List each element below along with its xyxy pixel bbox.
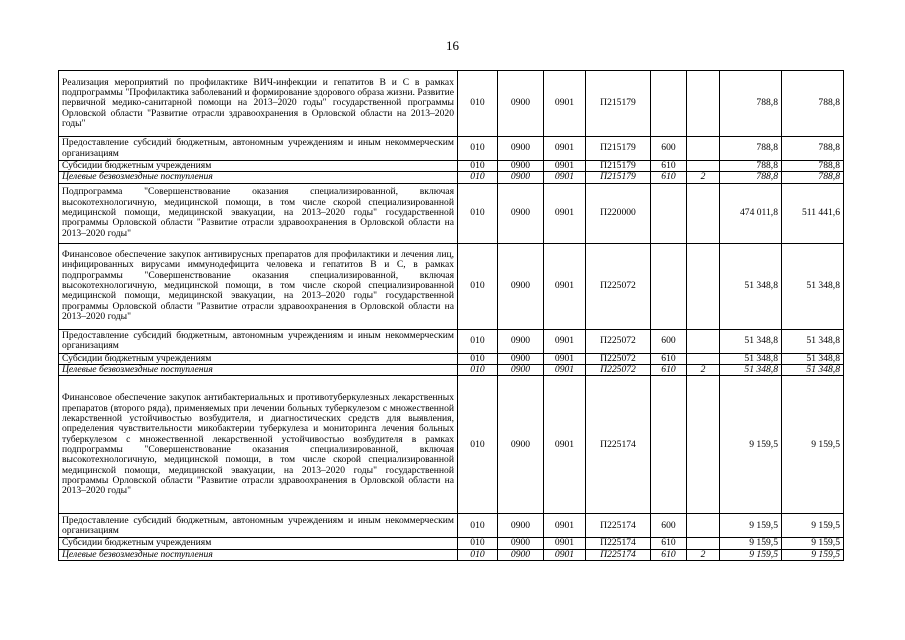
table-row <box>59 137 844 161</box>
cell-subsection-code: 0901 <box>544 172 586 183</box>
cell-amount-1: 9 159,5 <box>720 376 782 514</box>
cell-subsection-code: 0901 <box>544 549 586 560</box>
cell-amount-1: 51 348,8 <box>720 243 782 329</box>
cell-target-code: П225174 <box>586 376 651 514</box>
cell-expense-type: 610 <box>651 353 687 364</box>
cell-source-code <box>687 329 720 353</box>
cell-amount-2: 788,8 <box>782 161 844 172</box>
cell-amount-1: 788,8 <box>720 137 782 161</box>
cell-section-code: 0900 <box>498 538 544 549</box>
table-row <box>59 549 844 560</box>
row-description: Предоставление субсидий бюджетным, автономным учреждениям и иным некоммерческим организациям <box>59 137 458 161</box>
cell-source-code: 2 <box>687 172 720 183</box>
cell-amount-2: 51 348,8 <box>782 329 844 353</box>
cell-target-code: П225072 <box>586 243 651 329</box>
cell-expense-type: 600 <box>651 137 687 161</box>
cell-section-code: 0900 <box>498 161 544 172</box>
cell-amount-2: 51 348,8 <box>782 243 844 329</box>
cell-ministry-code: 010 <box>458 172 498 183</box>
table-row <box>59 183 844 243</box>
cell-source-code <box>687 353 720 364</box>
cell-target-code: П215179 <box>586 71 651 137</box>
cell-target-code: П225072 <box>586 365 651 376</box>
cell-amount-2: 788,8 <box>782 172 844 183</box>
cell-source-code: 2 <box>687 365 720 376</box>
cell-subsection-code: 0901 <box>544 243 586 329</box>
cell-amount-2: 511 441,6 <box>782 183 844 243</box>
cell-expense-type <box>651 243 687 329</box>
table-row <box>59 161 844 172</box>
table-row <box>59 172 844 183</box>
cell-expense-type <box>651 71 687 137</box>
cell-expense-type: 600 <box>651 329 687 353</box>
cell-amount-1: 9 159,5 <box>720 514 782 538</box>
cell-amount-2: 9 159,5 <box>782 514 844 538</box>
cell-subsection-code: 0901 <box>544 538 586 549</box>
cell-source-code <box>687 183 720 243</box>
row-description: Предоставление субсидий бюджетным, автономным учреждениям и иным некоммерческим организациям <box>59 514 458 538</box>
cell-ministry-code: 010 <box>458 365 498 376</box>
cell-target-code: П225174 <box>586 538 651 549</box>
cell-amount-2: 788,8 <box>782 71 844 137</box>
cell-target-code: П225174 <box>586 549 651 560</box>
row-description: Целевые безвозмездные поступления <box>59 365 458 376</box>
cell-section-code: 0900 <box>498 353 544 364</box>
cell-ministry-code: 010 <box>458 376 498 514</box>
cell-section-code: 0900 <box>498 71 544 137</box>
cell-subsection-code: 0901 <box>544 376 586 514</box>
row-description: Целевые безвозмездные поступления <box>59 549 458 560</box>
cell-section-code: 0900 <box>498 172 544 183</box>
cell-amount-1: 9 159,5 <box>720 549 782 560</box>
cell-ministry-code: 010 <box>458 549 498 560</box>
cell-source-code <box>687 137 720 161</box>
cell-ministry-code: 010 <box>458 243 498 329</box>
cell-amount-2: 51 348,8 <box>782 353 844 364</box>
cell-ministry-code: 010 <box>458 514 498 538</box>
table-row <box>59 538 844 549</box>
row-description: Субсидии бюджетным учреждениям <box>59 161 458 172</box>
cell-amount-2: 9 159,5 <box>782 376 844 514</box>
cell-source-code <box>687 161 720 172</box>
cell-target-code: П215179 <box>586 137 651 161</box>
budget-table <box>58 70 844 561</box>
table-row <box>59 243 844 329</box>
row-description: Финансовое обеспечение закупок антивирусных препаратов для профилактики и лечения лиц, инфицированных вирусами иммунодефицита человека и гепатитов В и С, в рамках подпрограммы "Совершенствование оказания специализированной, включая высокотехнологичную, медицинской помощи, в том числе скорой специализированной медицинской помощи, медицинской эвакуации, на 2013–2020 годы" государственной программы Орловской области "Развитие отрасли здравоохранения в Орловской области на 2013–2020 годы" <box>59 243 458 329</box>
cell-subsection-code: 0901 <box>544 353 586 364</box>
cell-subsection-code: 0901 <box>544 161 586 172</box>
cell-subsection-code: 0901 <box>544 71 586 137</box>
cell-amount-1: 51 348,8 <box>720 353 782 364</box>
cell-section-code: 0900 <box>498 183 544 243</box>
cell-expense-type: 610 <box>651 549 687 560</box>
cell-section-code: 0900 <box>498 329 544 353</box>
row-description: Субсидии бюджетным учреждениям <box>59 538 458 549</box>
cell-target-code: П215179 <box>586 161 651 172</box>
cell-target-code: П220000 <box>586 183 651 243</box>
row-description: Субсидии бюджетным учреждениям <box>59 353 458 364</box>
table-row <box>59 329 844 353</box>
cell-ministry-code: 010 <box>458 161 498 172</box>
cell-expense-type: 610 <box>651 161 687 172</box>
cell-section-code: 0900 <box>498 137 544 161</box>
cell-amount-1: 9 159,5 <box>720 538 782 549</box>
cell-amount-1: 788,8 <box>720 161 782 172</box>
cell-subsection-code: 0901 <box>544 137 586 161</box>
cell-amount-1: 51 348,8 <box>720 365 782 376</box>
cell-target-code: П215179 <box>586 172 651 183</box>
cell-ministry-code: 010 <box>458 538 498 549</box>
cell-amount-1: 51 348,8 <box>720 329 782 353</box>
cell-target-code: П225072 <box>586 353 651 364</box>
row-description: Финансовое обеспечение закупок антибактериальных и противотуберкулезных лекарственных препаратов (второго ряда), применяемых при лечении больных туберкулезом с множественной лекарственной устойчивостью возбудителя, и диагностических средств для выявления, определения чувствительности микобактерии туберкулеза и мониторинга лечения больных туберкулезом с множественной лекарственной устойчивостью возбудителя в рамках подпрограммы "Совершенствование оказания специализированной, включая высокотехнологичную, медицинской помощи, в том числе скорой специализированной медицинской помощи, медицинской эвакуации, на 2013–2020 годы" государственной программы Орловской области "Развитие отрасли здравоохранения в Орловской области на 2013–2020 годы" <box>59 376 458 514</box>
cell-target-code: П225072 <box>586 329 651 353</box>
cell-subsection-code: 0901 <box>544 183 586 243</box>
cell-subsection-code: 0901 <box>544 514 586 538</box>
cell-expense-type: 610 <box>651 365 687 376</box>
cell-source-code <box>687 376 720 514</box>
cell-ministry-code: 010 <box>458 71 498 137</box>
cell-source-code: 2 <box>687 549 720 560</box>
cell-amount-1: 474 011,8 <box>720 183 782 243</box>
row-description: Подпрограмма "Совершенствование оказания специализированной, включая высокотехнологичную, медицинской помощи, в том числе скорой специализированной медицинской помощи, медицинской эвакуации, на 2013–2020 годы" государственной программы Орловской области "Развитие отрасли здравоохранения в Орловской области на 2013–2020 годы" <box>59 183 458 243</box>
cell-ministry-code: 010 <box>458 329 498 353</box>
cell-expense-type <box>651 376 687 514</box>
page-number: 16 <box>446 38 459 53</box>
cell-section-code: 0900 <box>498 365 544 376</box>
cell-amount-2: 9 159,5 <box>782 538 844 549</box>
table-row <box>59 376 844 514</box>
row-description: Целевые безвозмездные поступления <box>59 172 458 183</box>
cell-section-code: 0900 <box>498 243 544 329</box>
row-description: Предоставление субсидий бюджетным, автономным учреждениям и иным некоммерческим организациям <box>59 329 458 353</box>
cell-ministry-code: 010 <box>458 183 498 243</box>
cell-section-code: 0900 <box>498 549 544 560</box>
cell-source-code <box>687 514 720 538</box>
cell-section-code: 0900 <box>498 376 544 514</box>
cell-amount-1: 788,8 <box>720 172 782 183</box>
table-row <box>59 71 844 137</box>
cell-source-code <box>687 243 720 329</box>
cell-amount-2: 788,8 <box>782 137 844 161</box>
cell-source-code <box>687 71 720 137</box>
table-row <box>59 514 844 538</box>
cell-ministry-code: 010 <box>458 137 498 161</box>
cell-target-code: П225174 <box>586 514 651 538</box>
cell-source-code <box>687 538 720 549</box>
cell-expense-type: 610 <box>651 538 687 549</box>
cell-amount-2: 9 159,5 <box>782 549 844 560</box>
cell-section-code: 0900 <box>498 514 544 538</box>
cell-expense-type <box>651 183 687 243</box>
cell-subsection-code: 0901 <box>544 365 586 376</box>
cell-expense-type: 610 <box>651 172 687 183</box>
table-row <box>59 353 844 364</box>
cell-amount-1: 788,8 <box>720 71 782 137</box>
cell-subsection-code: 0901 <box>544 329 586 353</box>
table-row <box>59 365 844 376</box>
row-description: Реализация мероприятий по профилактике ВИЧ-инфекции и гепатитов В и С в рамках подпрограммы "Профилактика заболеваний и формирование здорового образа жизни. Развитие первичной медико-санитарной помощи на 2013–2020 годы" государственной программы Орловской области "Развитие отрасли здравоохранения в Орловской области на 2013–2020 годы" <box>59 71 458 137</box>
cell-amount-2: 51 348,8 <box>782 365 844 376</box>
cell-ministry-code: 010 <box>458 353 498 364</box>
cell-expense-type: 600 <box>651 514 687 538</box>
